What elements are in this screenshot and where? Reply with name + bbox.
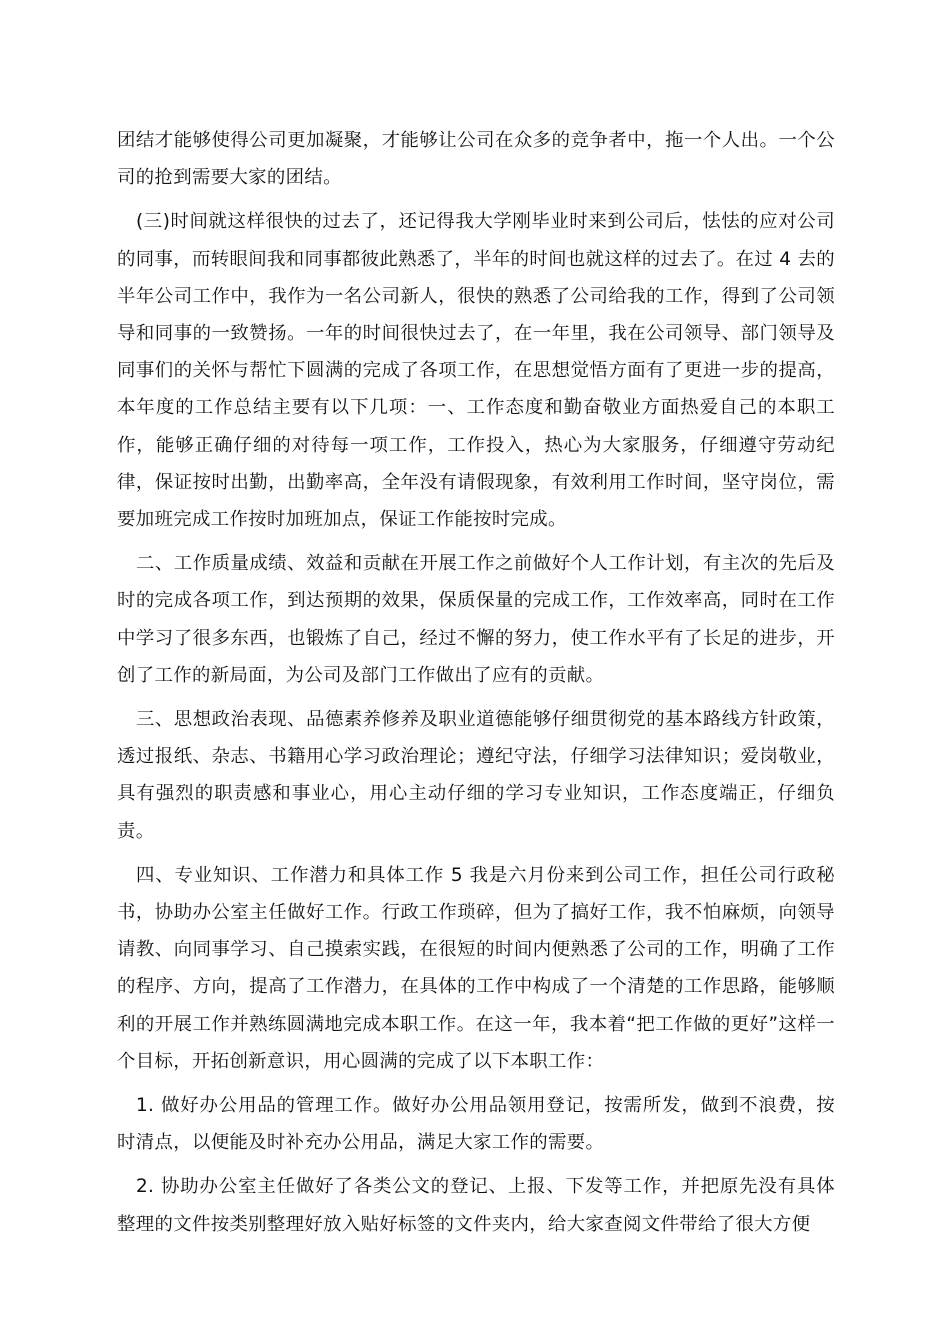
paragraph-professional-knowledge: 四、专业知识、工作潜力和具体工作 5 我是六月份来到公司工作，担任公司行政秘书，协助办公室主任做好工作。行政工作琐碎，但为了搞好工作，我不怕麻烦，向领导请教、向同事学习、自己摸索实践，在很短的时间内便熟悉了公司的工作，明确了工作的程序、方向，提高了工作潜力，在具体的工作中构成了一个清楚的工作思路，能够顺利的开展工作并熟练圆满地完成本职工作。在这一年，我本着“把工作做的更好”这样一个目标，开拓创新意识，用心圆满的完成了以下本职工作： xyxy=(117,864,835,1072)
paragraph-item-2: 2. 协助办公室主任做好了各类公文的登记、上报、下发等工作，并把原先没有具体整理的文件按类别整理好放入贴好标签的文件夹内，给大家查阅文件带给了很大方便 xyxy=(117,1176,835,1235)
paragraph-political-conduct: 三、思想政治表现、品德素养修养及职业道德能够仔细贯彻党的基本路线方针政策，透过报纸、杂志、书籍用心学习政治理论；遵纪守法，仔细学习法律知识；爱岗敬业，具有强烈的职责感和事业心，用心主动仔细的学习专业知识，工作态度端正，仔细负责。 xyxy=(117,709,835,842)
paragraph-section-three: (三)时间就这样很快的过去了，还记得我大学刚毕业时来到公司后，怯怯的应对公司的同事，而转眼间我和同事都彼此熟悉了，半年的时间也就这样的过去了。在过 4 去的半年公司工作中，我作为一名公司新人，很快的熟悉了公司给我的工作，得到了公司领导和同事的一致赞扬。一年的时间很快过去了，在一年里，我在公司领导、部门领导及同事们的关怀与帮忙下圆满的完成了各项工作，在思想觉悟方面有了更进一步的提高，本年度的工作总结主要有以下几项：一、工作态度和勤奋敬业方面热爱自己的本职工作，能够正确仔细的对待每一项工作，工作投入，热心为大家服务，仔细遵守劳动纪律，保证按时出勤，出勤率高，全年没有请假现象，有效利用工作时间，坚守岗位，需要加班完成工作按时加班加点，保证工作能按时完成。 xyxy=(117,211,835,531)
paragraph-unity: 团结才能够使得公司更加凝聚，才能够让公司在众多的竞争者中，拖一个人出。一个公司的抢到需要大家的团结。 xyxy=(117,130,835,189)
paragraph-work-quality: 二、工作质量成绩、效益和贡献在开展工作之前做好个人工作计划，有主次的先后及时的完成各项工作，到达预期的效果，保质保量的完成工作，工作效率高，同时在工作中学习了很多东西，也锻炼了自己，经过不懈的努力，使工作水平有了长足的进步，开创了工作的新局面，为公司及部门工作做出了应有的贡献。 xyxy=(117,553,835,686)
document-body xyxy=(117,122,835,1250)
paragraph-item-1: 1. 做好办公用品的管理工作。做好办公用品领用登记，按需所发，做到不浪费，按时清点，以便能及时补充办公用品，满足大家工作的需要。 xyxy=(117,1095,835,1154)
